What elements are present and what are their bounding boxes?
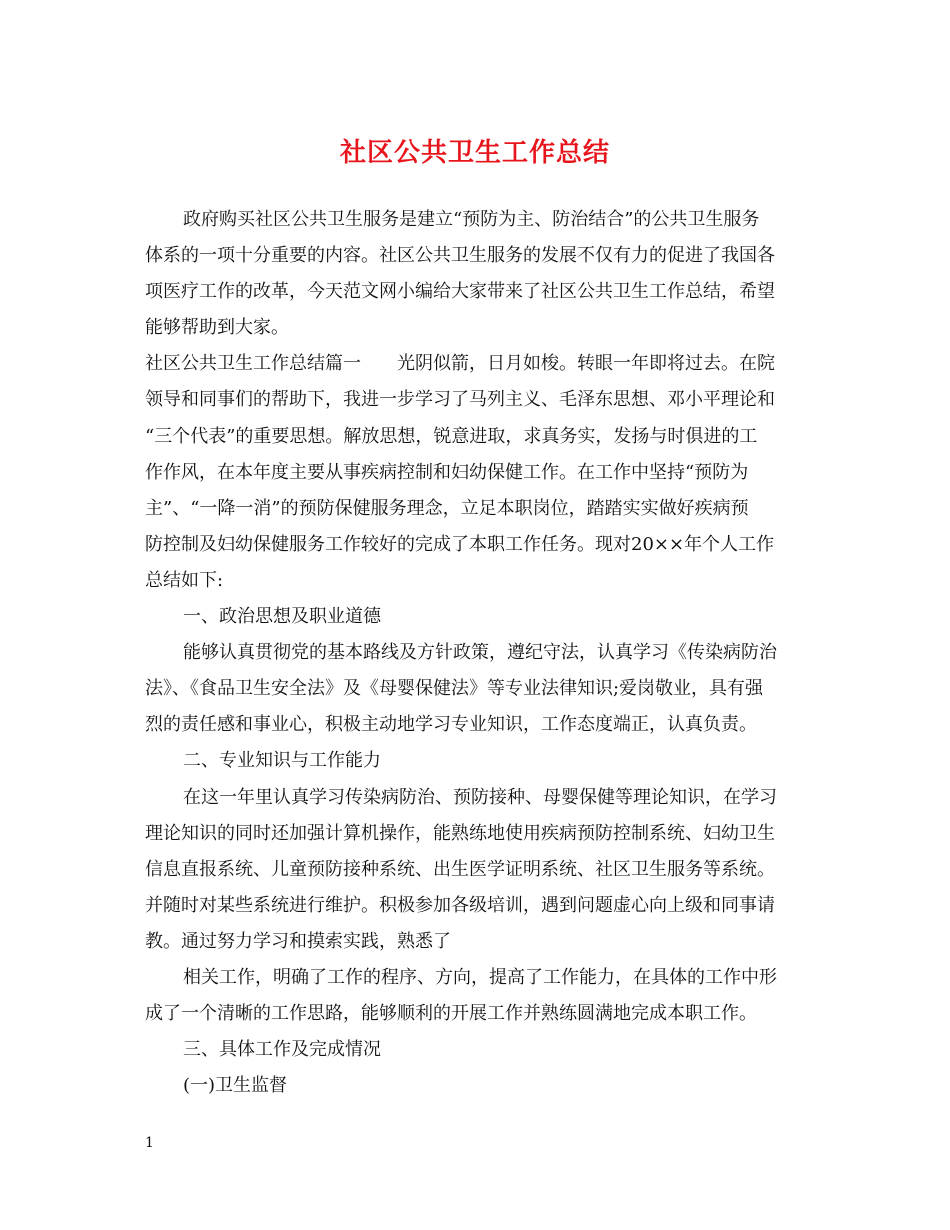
body-line: 相关工作，明确了工作的程序、方向，提高了工作能力，在具体的工作中形 xyxy=(183,966,777,988)
body-line: 作作风，在本年度主要从事疾病控制和妇幼保健工作。在工作中坚持“预防为 xyxy=(145,461,749,483)
body-line: 成了一个清晰的工作思路，能够顺利的开展工作并熟练圆满地完成本职工作。 xyxy=(145,1003,757,1025)
body-line: 并随时对某些系统进行维护。积极参加各级培训，遇到问题虚心向上级和同事请 xyxy=(145,894,775,916)
section-heading: 一、政治思想及职业道德 xyxy=(183,606,381,628)
body-line: 社区公共卫生工作总结篇一 光阴似箭，日月如梭。转眼一年即将过去。在院 xyxy=(145,353,775,375)
body-line: 能够帮助到大家。 xyxy=(145,317,289,339)
body-line: 法》、《食品卫生安全法》及《母婴保健法》等专业法律知识;爱岗敬业，具有强 xyxy=(145,678,764,700)
section-heading: 三、具体工作及完成情况 xyxy=(183,1039,381,1061)
body-line: 烈的责任感和事业心，积极主动地学习专业知识，工作态度端正，认真负责。 xyxy=(145,714,757,736)
body-line: 防控制及妇幼保健服务工作较好的完成了本职工作任务。现对20××年个人工作 xyxy=(145,533,775,555)
body-line: 政府购买社区公共卫生服务是建立“预防为主、防治结合”的公共卫生服务 xyxy=(183,209,760,230)
page-number: 1 xyxy=(145,1135,154,1151)
body-line: 教。通过努力学习和摸索实践，熟悉了 xyxy=(145,930,451,952)
body-line: 理论知识的同时还加强计算机操作，能熟练地使用疾病预防控制系统、妇幼卫生 xyxy=(145,822,775,844)
body-line: 项医疗工作的改革，今天范文网小编给大家带来了社区公共卫生工作总结，希望 xyxy=(145,281,775,303)
body-line: 主”、“一降一消”的预防保健服务理念，立足本职岗位，踏踏实实做好疾病预 xyxy=(145,497,749,519)
body-line: “三个代表”的重要思想。解放思想，锐意进取，求真务实，发扬与时俱进的工 xyxy=(145,425,758,447)
body-line: 在这一年里认真学习传染病防治、预防接种、母婴保健等理论知识，在学习 xyxy=(183,786,777,808)
subsection-heading: (一)卫生监督 xyxy=(183,1075,288,1097)
document-body xyxy=(145,202,805,1104)
body-line: 总结如下: xyxy=(145,569,224,591)
body-line: 能够认真贯彻党的基本路线及方针政策，遵纪守法，认真学习《传染病防治 xyxy=(183,642,777,664)
document-title: 社区公共卫生工作总结 xyxy=(339,138,610,168)
body-line: 信息直报系统、儿童预防接种系统、出生医学证明系统、社区卫生服务等系统。 xyxy=(145,858,775,880)
body-line: 体系的一项十分重要的内容。社区公共卫生服务的发展不仅有力的促进了我国各 xyxy=(145,245,775,267)
body-line: 领导和同事们的帮助下，我进一步学习了马列主义、毛泽东思想、邓小平理论和 xyxy=(145,389,775,411)
section-heading: 二、专业知识与工作能力 xyxy=(183,750,381,772)
